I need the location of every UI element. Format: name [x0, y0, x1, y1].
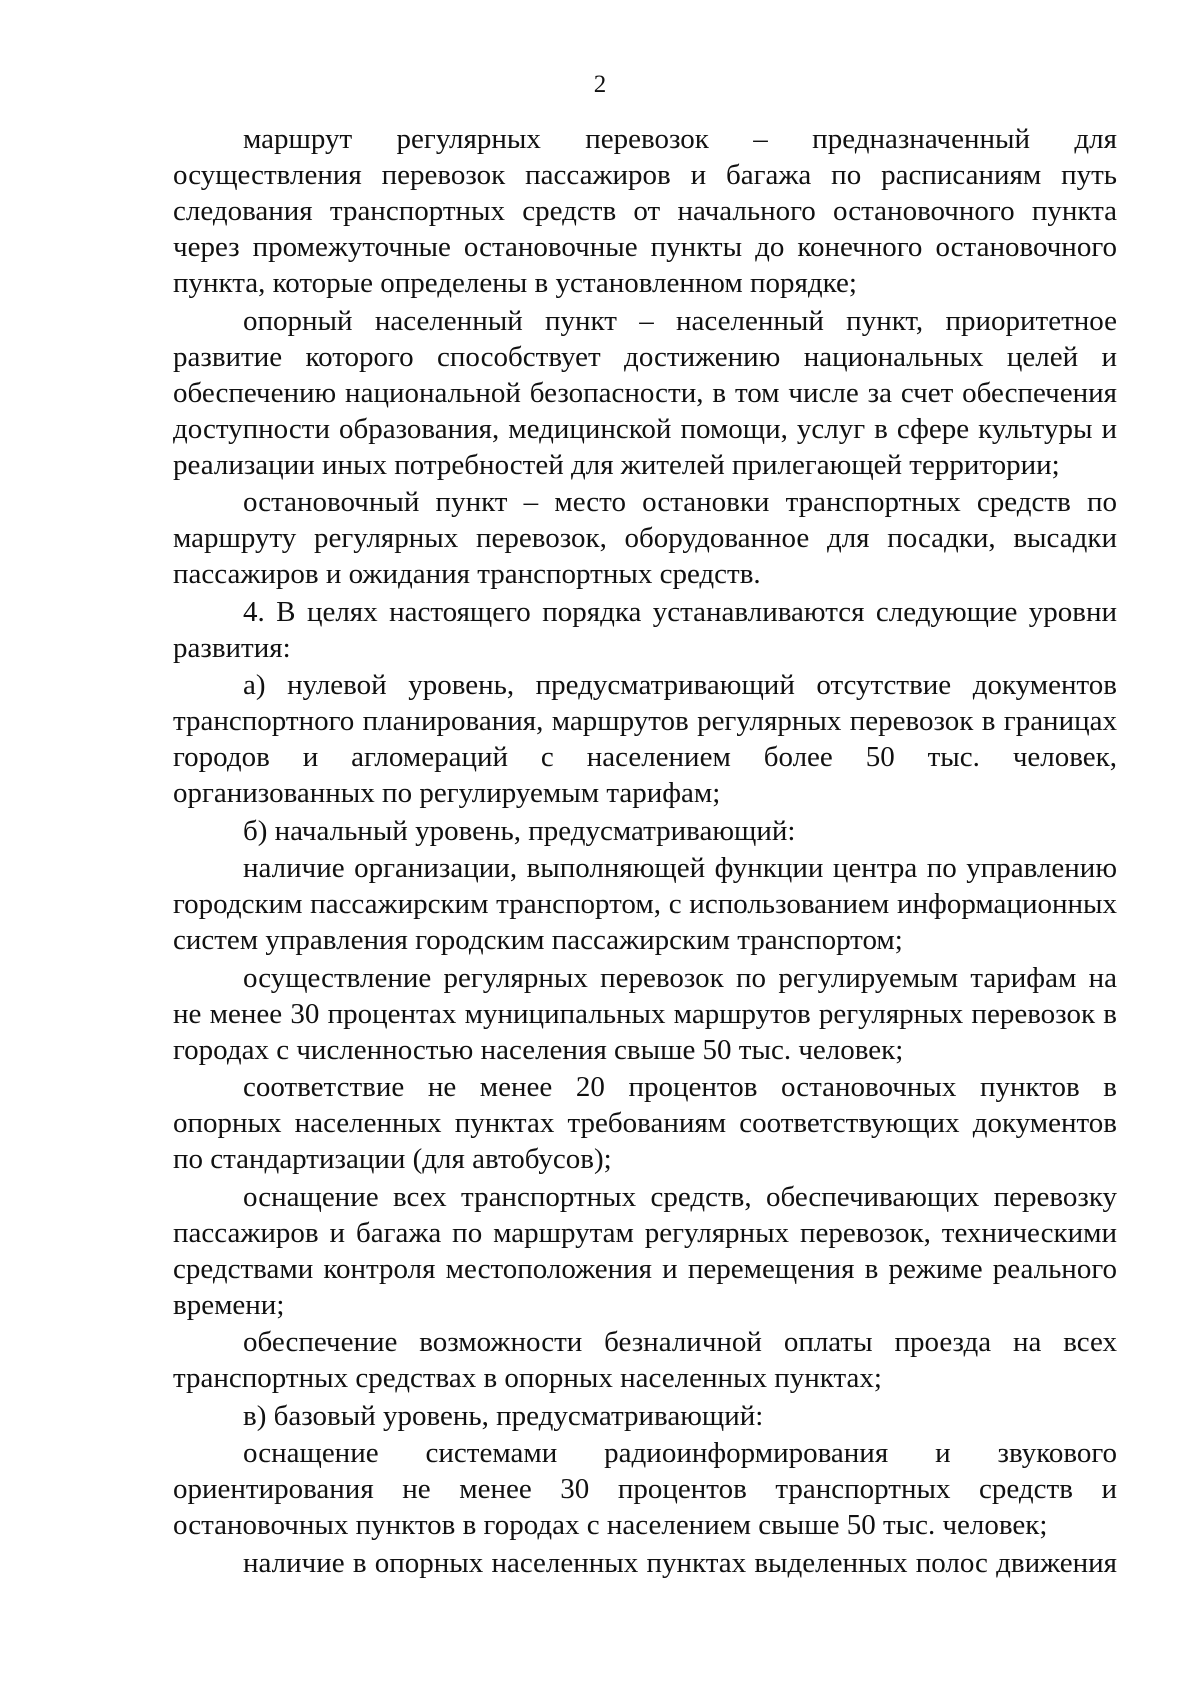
- paragraph-initial-cashless-payment: обеспечение возможности безналичной оплаты проезда на всех транспортных средствах в опорных населенных пунктах;: [173, 1326, 1117, 1394]
- paragraph-basic-radio-info: оснащение системами радиоинформирования и звукового ориентирования не менее 30 процентов транспортных средств и остановочных пунктов в городах с населением свыше 50 тыс. человек;: [173, 1437, 1117, 1541]
- paragraph-route-definition: маршрут регулярных перевозок – предназначенный для осуществления перевозок пассажиров и багажа по расписаниям путь следования транспортных средств от начального остановочного пункта через промежуточные остановочные пункты до конечного остановочного пункта, которые определены в установленном порядке;: [173, 123, 1117, 299]
- paragraph-initial-control-center: наличие организации, выполняющей функции центра по управлению городским пассажирским транспортом, с использованием информационных систем управления городским пассажирским транспортом;: [173, 852, 1117, 956]
- page-number: 2: [593, 71, 607, 98]
- document-body: [173, 121, 1117, 1582]
- paragraph-clause-4: 4. В целях настоящего порядка устанавливаются следующие уровни развития:: [173, 595, 1117, 664]
- paragraph-initial-stop-standards: соответствие не менее 20 процентов остановочных пунктов в опорных населенных пунктах требованиям соответствующих документов по стандартизации (для автобусов);: [173, 1071, 1117, 1175]
- paragraph-support-settlement-definition: опорный населенный пункт – населенный пункт, приоритетное развитие которого способствует достижению национальных целей и обеспечению национальной безопасности, в том числе за счет обеспечения доступности образования, медицинской помощи, услуг в сфере культуры и реализации иных потребностей для жителей прилегающей территории;: [173, 304, 1117, 481]
- paragraph-level-initial-heading: б) начальный уровень, предусматривающий:: [243, 814, 796, 847]
- paragraph-initial-regulated-tariffs: осуществление регулярных перевозок по регулируемым тарифам на не менее 30 процентах муниципальных маршрутов регулярных перевозок в городах с численностью населения свыше 50 тыс. человек;: [173, 961, 1117, 1066]
- paragraph-stop-definition: остановочный пункт – место остановки транспортных средств по маршруту регулярных перевозок, оборудованное для посадки, высадки пассажиров и ожидания транспортных средств.: [173, 486, 1117, 590]
- paragraph-level-basic-heading: в) базовый уровень, предусматривающий:: [243, 1399, 764, 1432]
- paragraph-initial-vehicle-tracking: оснащение всех транспортных средств, обеспечивающих перевозку пассажиров и багажа по маршрутам регулярных перевозок, техническими средствами контроля местоположения и перемещения в режиме реального времени;: [173, 1180, 1117, 1321]
- paragraph-basic-dedicated-lanes: наличие в опорных населенных пунктах выделенных полос движения: [243, 1546, 1117, 1579]
- paragraph-level-zero: а) нулевой уровень, предусматривающий отсутствие документов транспортного планирования, маршрутов регулярных перевозок в границах городов и агломераций с населением более 50 тыс. человек, организованных по регулируемым тарифам;: [173, 669, 1117, 809]
